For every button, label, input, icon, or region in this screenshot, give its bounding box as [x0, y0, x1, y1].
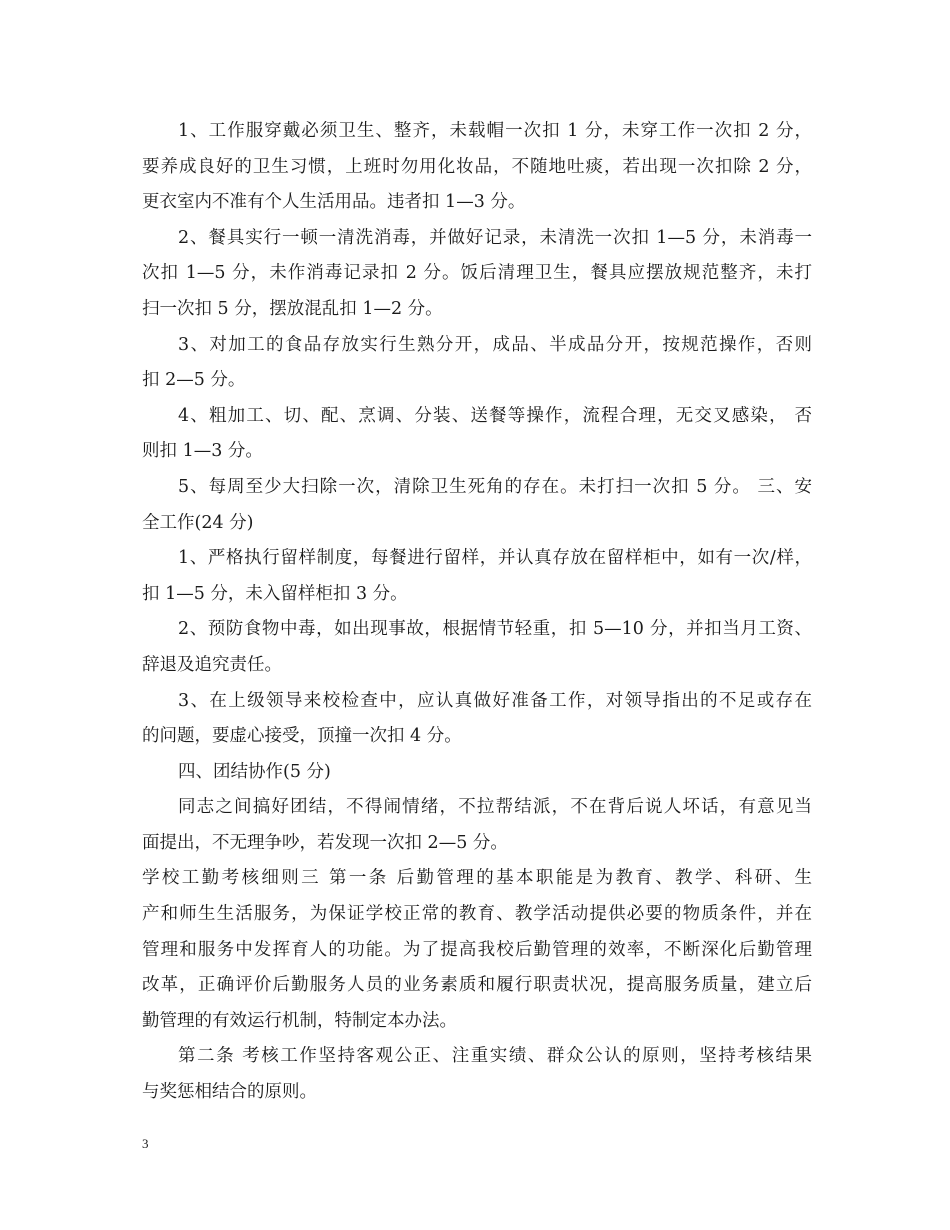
- page-number: 3: [142, 1136, 149, 1151]
- text-line: 学校工勤考核细则三 第一条 后勤管理的基本职能是为教育、教学、科研、生: [142, 868, 812, 889]
- text-line: 1、工作服穿戴必须卫生、整齐，未载帽一次扣 1 分，未穿工作一次扣 2 分，: [178, 121, 812, 141]
- text-line: 扣 1—5 分，未入留样柜扣 3 分。: [142, 583, 408, 604]
- text-line: 2、餐具实行一顿一清洗消毒，并做好记录，未清洗一次扣 1—5 分，未消毒一: [178, 227, 812, 248]
- text-line: 产和师生生活服务，为保证学校正常的教育、教学活动提供必要的物质条件，并在: [142, 904, 812, 925]
- text-line: 更衣室内不准有个人生活用品。违者扣 1—3 分。: [142, 192, 526, 213]
- text-line: 扫一次扣 5 分，摆放混乱扣 1—2 分。: [142, 298, 443, 319]
- text-line: 与奖惩相结合的原则。: [142, 1082, 317, 1103]
- text-line: 5、每周至少大扫除一次，清除卫生死角的存在。未打扫一次扣 5 分。 三、安: [178, 476, 812, 497]
- text-line: 第二条 考核工作坚持客观公正、注重实绩、群众公认的原则，坚持考核结果: [178, 1046, 812, 1067]
- text-line: 同志之间搞好团结，不得闹情绪，不拉帮结派，不在背后说人坏话，有意见当: [178, 797, 812, 818]
- text-line: 则扣 1—3 分。: [142, 441, 263, 462]
- text-line: 的问题，要虚心接受，顶撞一次扣 4 分。: [142, 726, 462, 747]
- body-text: [142, 114, 812, 1111]
- text-line: 勤管理的有效运行机制，特制定本办法。: [142, 1010, 457, 1031]
- text-line: 4、粗加工、切、配、烹调、分装、送餐等操作，流程合理，无交叉感染， 否: [178, 405, 812, 426]
- text-line: 管理和服务中发挥育人的功能。为了提高我校后勤管理的效率，不断深化后勤管理: [142, 939, 812, 960]
- text-line: 改革，正确评价后勤服务人员的业务素质和履行职责状况，提高服务质量，建立后: [142, 975, 812, 996]
- text-line: 面提出，不无理争吵，若发现一次扣 2—5 分。: [142, 832, 508, 853]
- text-line: 次扣 1—5 分，未作消毒记录扣 2 分。饭后清理卫生，餐具应摆放规范整齐，未打: [142, 263, 812, 284]
- text-line: 1、严格执行留样制度，每餐进行留样，并认真存放在留样柜中，如有一次/样，: [178, 548, 812, 569]
- text-line: 四、团结协作(5 分): [178, 761, 331, 782]
- text-line: 扣 2—5 分。: [142, 370, 246, 391]
- text-line: 全工作(24 分): [142, 512, 254, 533]
- text-line: 3、对加工的食品存放实行生熟分开，成品、半成品分开，按规范操作，否则: [178, 334, 812, 355]
- text-line: 要养成良好的卫生习惯，上班时勿用化妆品，不随地吐痰，若出现一次扣除 2 分，: [142, 156, 812, 177]
- text-line: 辞退及追究责任。: [142, 654, 282, 675]
- text-line: 3、在上级领导来校检查中，应认真做好准备工作，对领导指出的不足或存在: [178, 690, 812, 711]
- text-line: 2、预防食物中毒，如出现事故，根据情节轻重，扣 5—10 分，并扣当月工资、: [178, 619, 812, 640]
